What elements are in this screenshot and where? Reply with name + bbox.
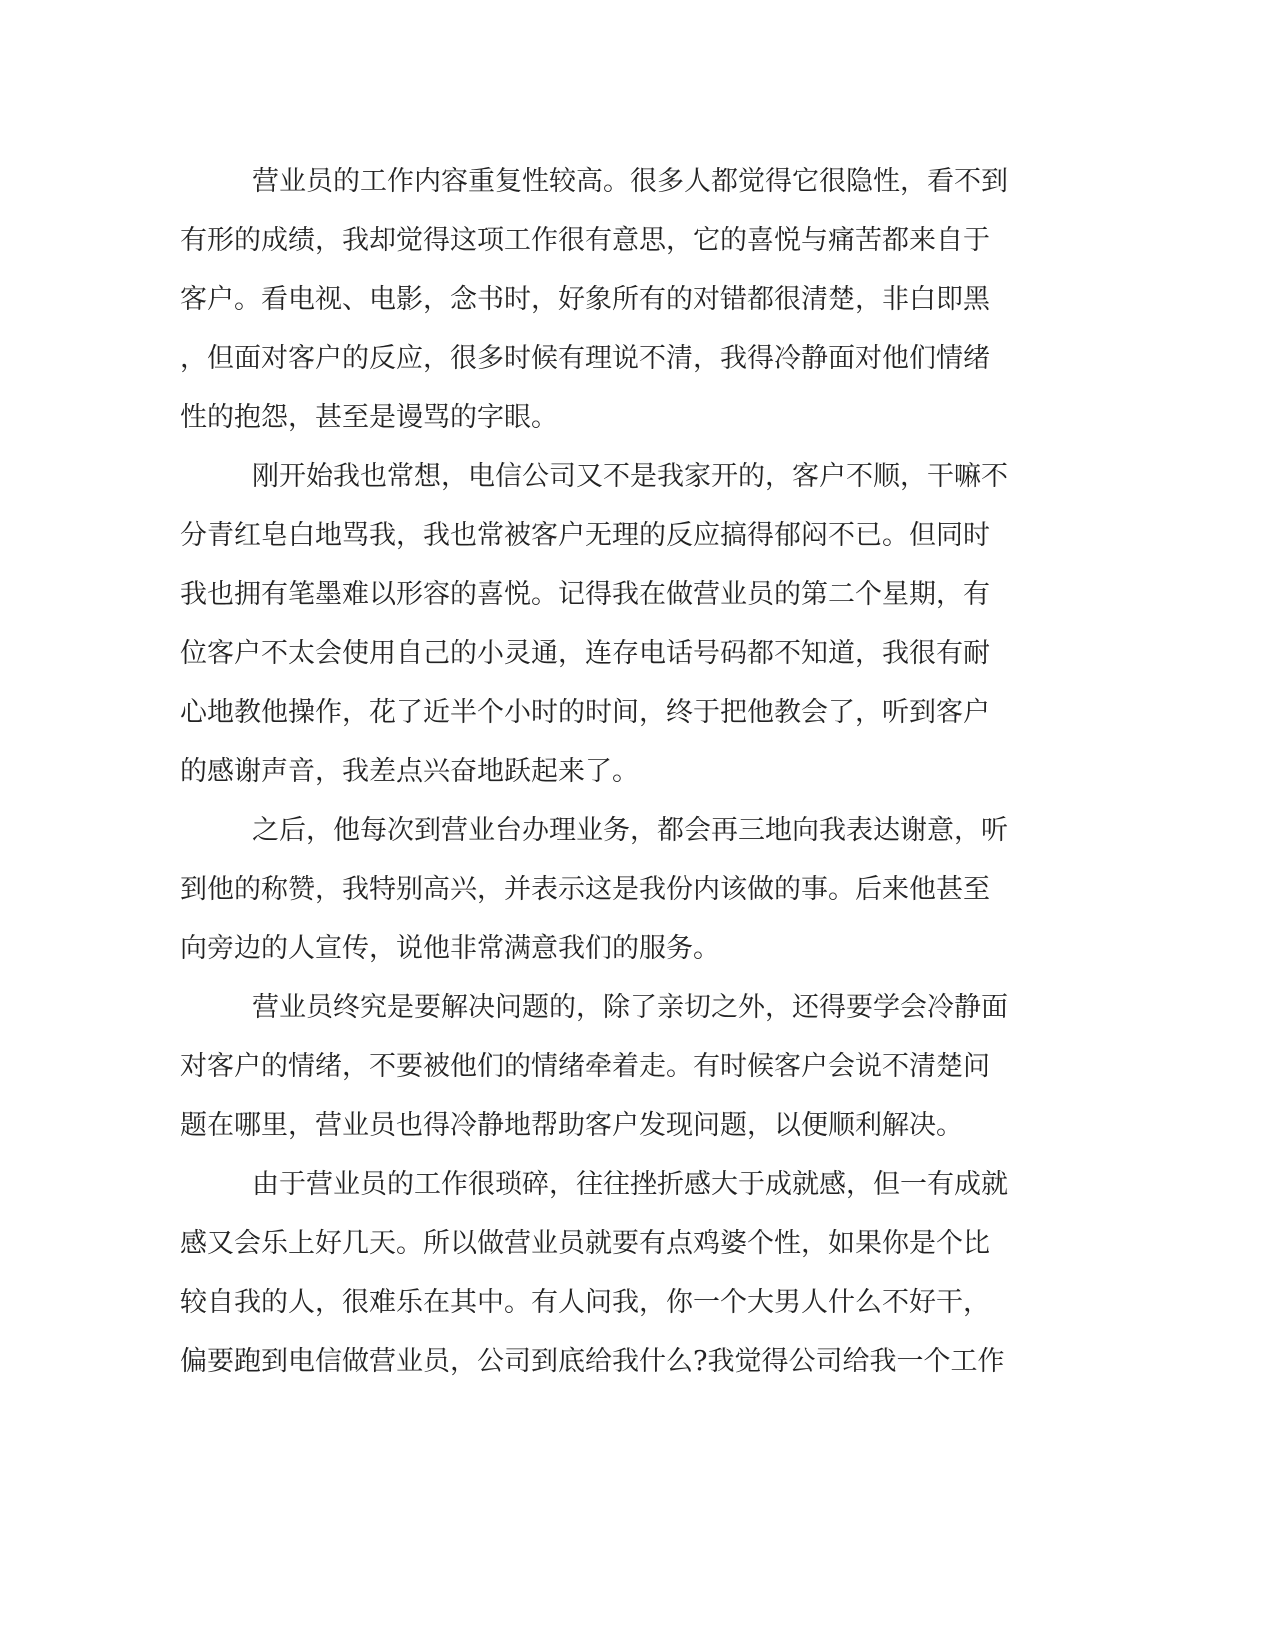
text-line: 的感谢声音，我差点兴奋地跃起来了。 bbox=[180, 756, 639, 787]
text-line: 位客户不太会使用自己的小灵通，连存电话号码都不知道，我很有耐 bbox=[180, 638, 990, 669]
text-line: 刚开始我也常想，电信公司又不是我家开的，客户不顺，干嘛不 bbox=[252, 461, 1008, 492]
paragraph bbox=[180, 158, 1040, 453]
text-line: 营业员的工作内容重复性较高。很多人都觉得它很隐性，看不到 bbox=[252, 166, 1008, 197]
text-line: 较自我的人，很难乐在其中。有人问我，你一个大男人什么不好干， bbox=[180, 1287, 990, 1318]
paragraph bbox=[180, 807, 1040, 984]
text-line: 对客户的情绪，不要被他们的情绪牵着走。有时候客户会说不清楚问 bbox=[180, 1051, 990, 1082]
document-body bbox=[180, 158, 1040, 1397]
text-line: 分青红皂白地骂我，我也常被客户无理的反应搞得郁闷不已。但同时 bbox=[180, 520, 990, 551]
text-line: 感又会乐上好几天。所以做营业员就要有点鸡婆个性，如果你是个比 bbox=[180, 1228, 990, 1259]
paragraph bbox=[180, 453, 1040, 807]
text-line: 题在哪里，营业员也得冷静地帮助客户发现问题，以便顺利解决。 bbox=[180, 1110, 963, 1141]
text-line: ，但面对客户的反应，很多时候有理说不清，我得冷静面对他们情绪 bbox=[180, 343, 990, 374]
text-line: 向旁边的人宣传，说他非常满意我们的服务。 bbox=[180, 933, 720, 964]
text-line: 由于营业员的工作很琐碎，往往挫折感大于成就感，但一有成就 bbox=[252, 1169, 1008, 1200]
text-line: 之后，他每次到营业台办理业务，都会再三地向我表达谢意，听 bbox=[252, 815, 1008, 846]
paragraph bbox=[180, 1161, 1040, 1397]
text-line: 有形的成绩，我却觉得这项工作很有意思，它的喜悦与痛苦都来自于 bbox=[180, 225, 990, 256]
paragraph bbox=[180, 984, 1040, 1161]
text-line: 偏要跑到电信做营业员，公司到底给我什么?我觉得公司给我一个工作 bbox=[180, 1346, 1005, 1377]
text-line: 客户。看电视、电影，念书时，好象所有的对错都很清楚，非白即黑 bbox=[180, 284, 990, 315]
text-line: 性的抱怨，甚至是谩骂的字眼。 bbox=[180, 402, 558, 433]
text-line: 心地教他操作，花了近半个小时的时间，终于把他教会了，听到客户 bbox=[180, 697, 990, 728]
text-line: 营业员终究是要解决问题的，除了亲切之外，还得要学会冷静面 bbox=[252, 992, 1008, 1023]
text-line: 到他的称赞，我特别高兴，并表示这是我份内该做的事。后来他甚至 bbox=[180, 874, 990, 905]
text-line: 我也拥有笔墨难以形容的喜悦。记得我在做营业员的第二个星期，有 bbox=[180, 579, 990, 610]
